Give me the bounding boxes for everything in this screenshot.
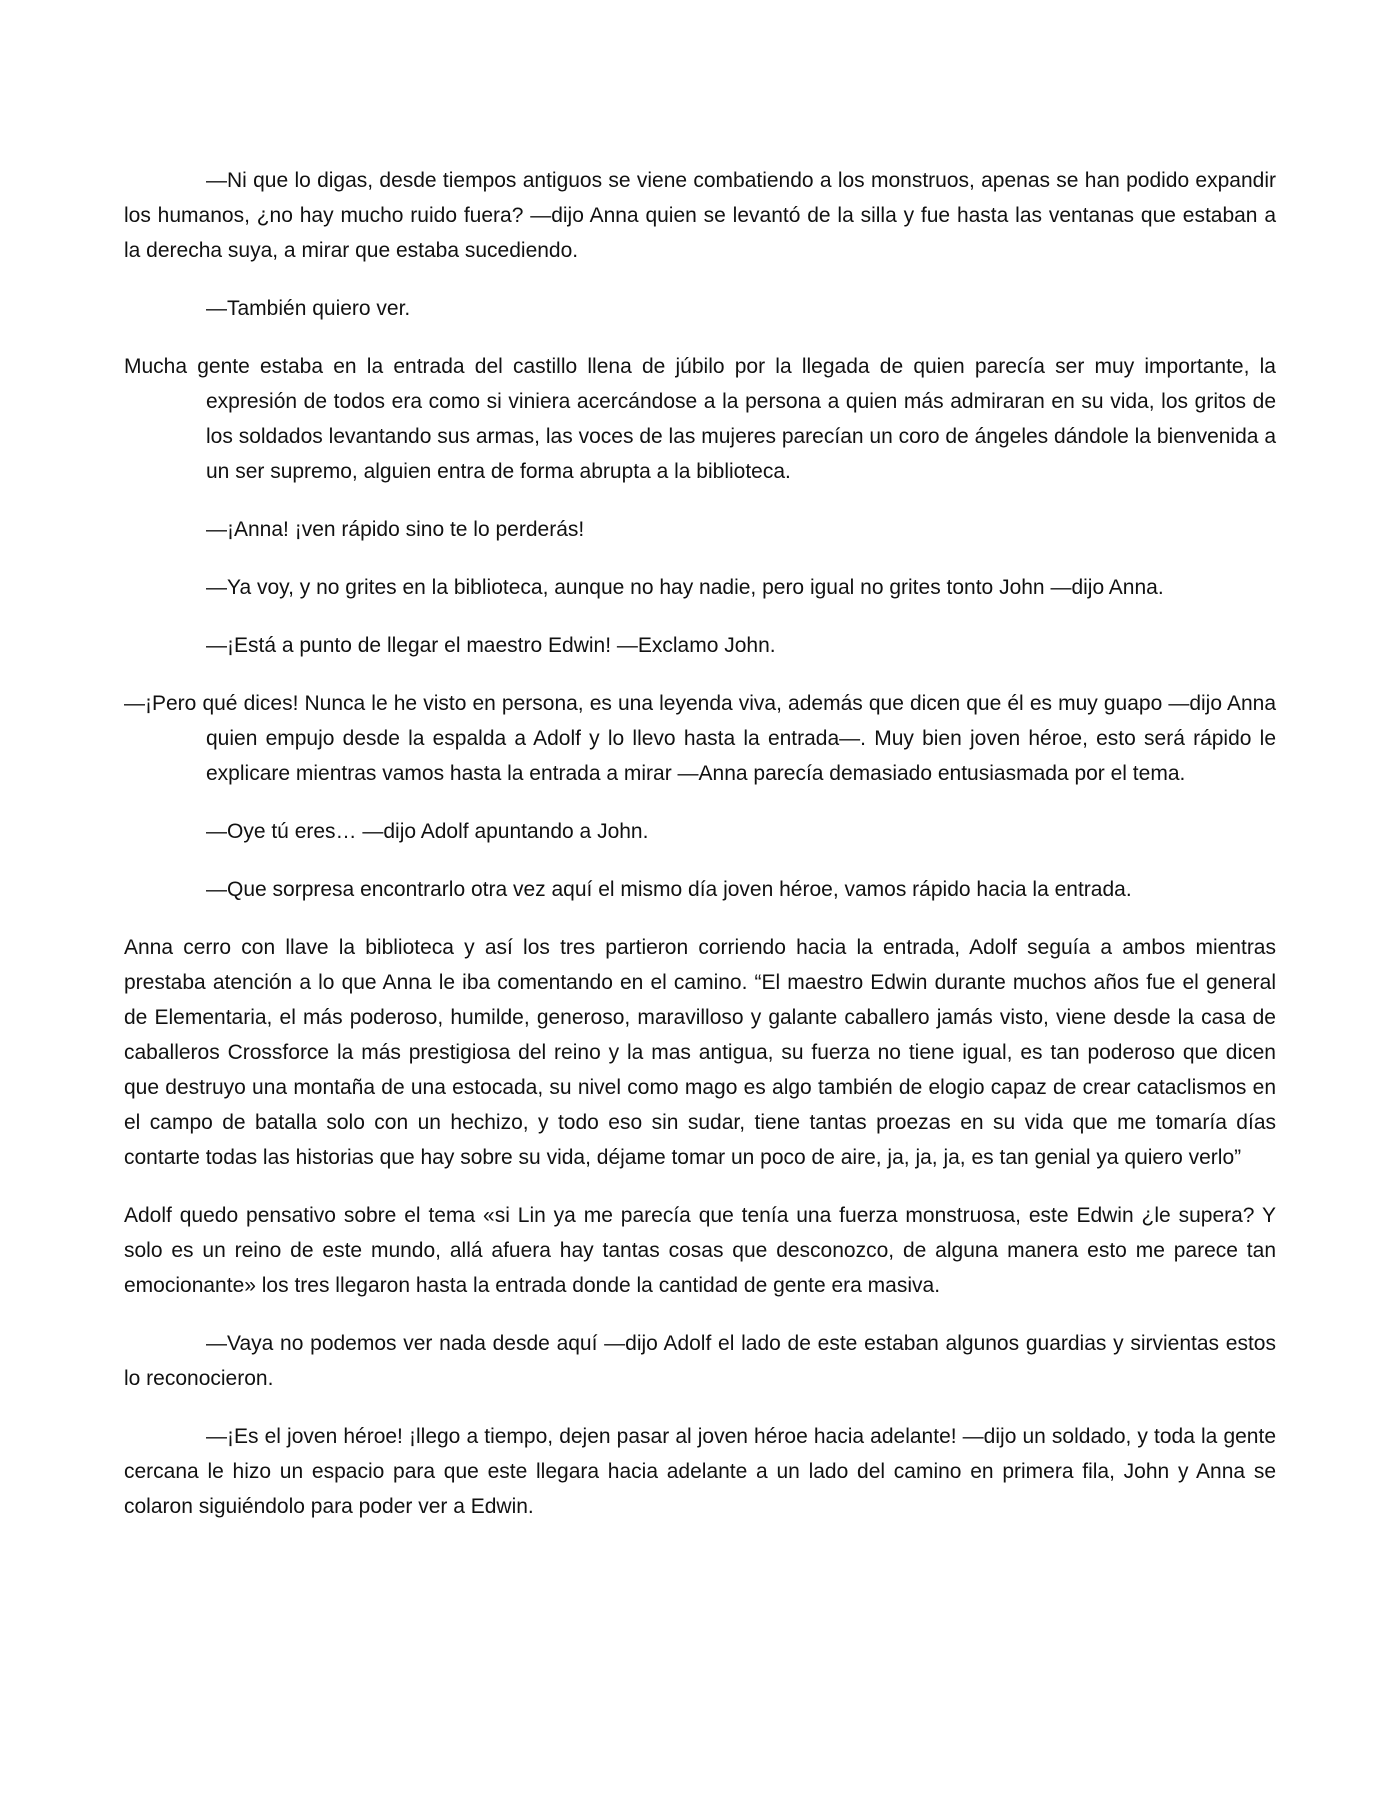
paragraph-10: Anna cerro con llave la biblioteca y así los tres partieron corriendo hacia la entrada, Adolf seguía a ambos mientras prestaba atención a lo que Anna le iba comentando en el camino. “El maestro Edwin durante muchos años fue el general de Elementaria, el más poderoso, humilde, generoso, maravilloso y galante caballero jamás visto, viene desde la casa de caballeros Crossforce la más prestigiosa del reino y la mas antigua, su fuerza no tiene igual, es tan poderoso que dicen que destruyo una montaña de una estocada, su nivel como mago es algo también de elogio capaz de crear cataclismos en el campo de batalla solo con un hechizo, y todo eso sin sudar, tiene tantas proezas en su vida que me tomaría días contarte todas las historias que hay sobre su vida, déjame tomar un poco de aire, ja, ja, ja, es tan genial ya quiero verlo” bbox=[124, 936, 1276, 1169]
paragraph-9: —Que sorpresa encontrarlo otra vez aquí el mismo día joven héroe, vamos rápido hacia la entrada. bbox=[206, 878, 1132, 901]
paragraph-7: —¡Pero qué dices! Nunca le he visto en persona, es una leyenda viva, además que dicen que él es muy guapo —dijo Anna quien empujo desde la espalda a Adolf y lo llevo hasta la entrada—. Muy bien joven héroe, esto será rápido le explicare mientras vamos hasta la entrada a mirar —Anna parecía demasiado entusiasmada por el tema. bbox=[124, 692, 1276, 785]
paragraph-12: —Vaya no podemos ver nada desde aquí —dijo Adolf el lado de este estaban algunos guardias y sirvientas estos lo reconocieron. bbox=[124, 1332, 1276, 1390]
document-body bbox=[124, 163, 1276, 1547]
paragraph-5: —Ya voy, y no grites en la biblioteca, aunque no hay nadie, pero igual no grites tonto John —dijo Anna. bbox=[206, 576, 1164, 599]
paragraph-6: —¡Está a punto de llegar el maestro Edwin! —Exclamo John. bbox=[206, 634, 776, 657]
paragraph-13: —¡Es el joven héroe! ¡llego a tiempo, dejen pasar al joven héroe hacia adelante! —dijo un soldado, y toda la gente cercana le hizo un espacio para que este llegara hacia adelante a un lado del camino en primera fila, John y Anna se colaron siguiéndolo para poder ver a Edwin. bbox=[124, 1425, 1276, 1518]
paragraph-3: Mucha gente estaba en la entrada del castillo llena de júbilo por la llegada de quien parecía ser muy importante, la expresión de todos era como si viniera acercándose a la persona a quien más admiraran en su vida, los gritos de los soldados levantando sus armas, las voces de las mujeres parecían un coro de ángeles dándole la bienvenida a un ser supremo, alguien entra de forma abrupta a la biblioteca. bbox=[124, 355, 1276, 483]
paragraph-4: —¡Anna! ¡ven rápido sino te lo perderás! bbox=[206, 518, 585, 541]
paragraph-2: —También quiero ver. bbox=[206, 297, 411, 320]
paragraph-8: —Oye tú eres… —dijo Adolf apuntando a John. bbox=[206, 820, 649, 843]
paragraph-1: —Ni que lo digas, desde tiempos antiguos se viene combatiendo a los monstruos, apenas se han podido expandir los humanos, ¿no hay mucho ruido fuera? —dijo Anna quien se levantó de la silla y fue hasta las ventanas que estaban a la derecha suya, a mirar que estaba sucediendo. bbox=[124, 169, 1276, 262]
paragraph-11: Adolf quedo pensativo sobre el tema «si Lin ya me parecía que tenía una fuerza monstruosa, este Edwin ¿le supera? Y solo es un reino de este mundo, allá afuera hay tantas cosas que desconozco, de alguna manera esto me parece tan emocionante» los tres llegaron hasta la entrada donde la cantidad de gente era masiva. bbox=[124, 1204, 1276, 1297]
